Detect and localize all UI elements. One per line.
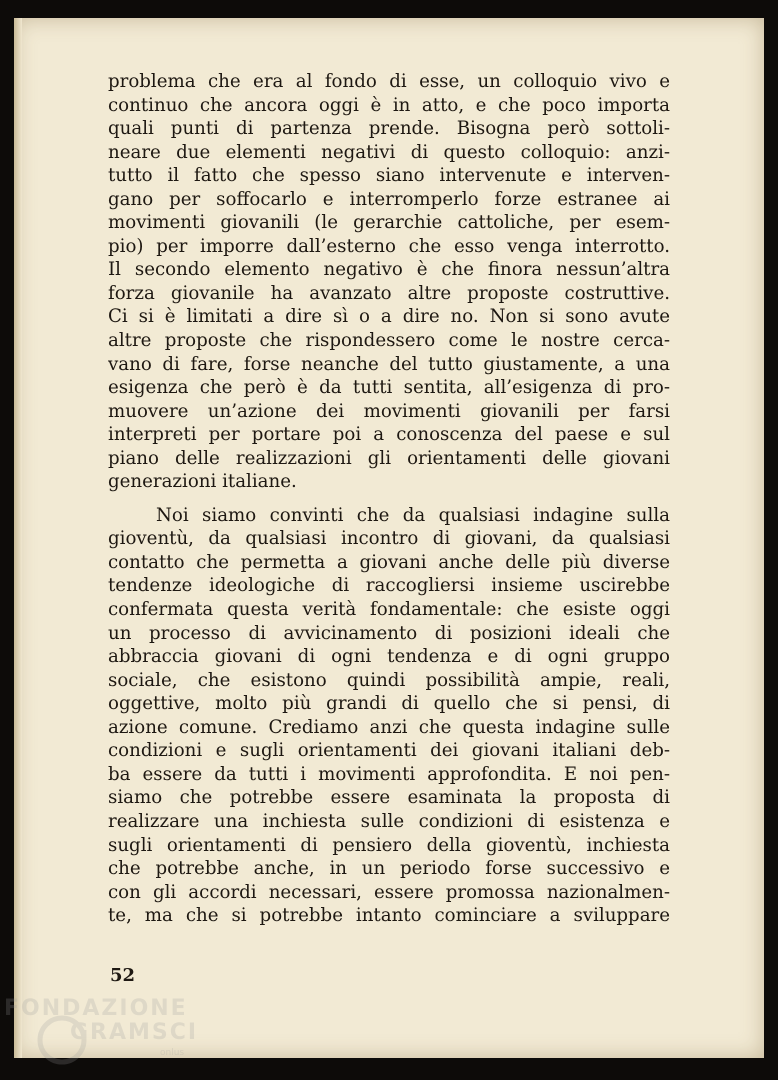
page-number: 52 [110,965,136,986]
text-line: realizzare una inchiesta sulle condizioni di esistenza e [108,810,670,832]
text-line: continuo che ancora oggi è in atto, e che poco importa [108,94,670,116]
text-line: abbraccia giovani di ogni tendenza e di ogni gruppo [108,646,670,668]
text-line: gioventù, da qualsiasi incontro di giovani, da qualsiasi [108,528,670,550]
text-line: esigenza che però è da tutti sentita, all’esigenza di pro- [108,377,670,399]
text-line: ba essere da tutti i movimenti approfondita. E noi pen- [108,763,670,785]
watermark-text-foundation: FONDAZIONE [4,996,188,1021]
text-line: piano delle realizzazioni gli orientamenti delle giovani [108,447,670,469]
text-line: interpreti per portare poi a conoscenza del paese e sul [108,424,670,446]
text-line: tutto il fatto che spesso siano intervenute e interven- [108,165,670,187]
text-line: che potrebbe anche, in un periodo forse successivo e [108,858,670,880]
archive-watermark [4,990,204,1070]
text-line: neare due elementi negativi di questo colloquio: anzi- [108,141,670,163]
text-line: confermata questa verità fondamentale: che esiste oggi [108,599,670,621]
text-line: oggettive, molto più grandi di quello che si pensi, di [108,693,670,715]
text-line: Ci si è limitati a dire sì o a dire no. Non si sono avute [108,306,670,328]
watermark-text-name: GRAMSCI [70,1020,199,1045]
paragraph-spacer [108,494,670,504]
text-line: Noi siamo convinti che da qualsiasi indagine sulla [156,504,670,526]
text-line: siamo che potrebbe essere esaminata la proposta di [108,787,670,809]
paragraph-1 [108,70,670,494]
text-line: contatto che permetta a giovani anche delle più diverse [108,551,670,573]
text-line: azione comune. Crediamo anzi che questa indagine sulle [108,716,670,738]
text-line: gano per soffocarlo e interromperlo forze estranee ai [108,188,670,210]
text-line: altre proposte che rispondessero come le nostre cerca- [108,330,670,352]
paragraph-2 [108,504,670,928]
text-line: vano di fare, forse neanche del tutto giustamente, a una [108,353,670,375]
body-text [108,70,670,928]
text-line: te, ma che si potrebbe intanto cominciare a sviluppare [108,905,670,927]
text-line: quali punti di partenza prende. Bisogna però sottoli- [108,118,670,140]
text-line: condizioni e sugli orientamenti dei giovani italiani deb- [108,740,670,762]
text-line: con gli accordi necessari, essere promossa nazionalmen- [108,881,670,903]
text-line: sugli orientamenti di pensiero della gioventù, inchiesta [108,834,670,856]
text-line: tendenze ideologiche di raccogliersi insieme uscirebbe [108,575,670,597]
text-line: Il secondo elemento negativo è che finora nessun’altra [108,259,670,281]
text-line: sociale, che esistono quindi possibilità ampie, reali, [108,669,670,691]
text-line: pio) per imporre dall’esterno che esso venga interrotto. [108,235,670,257]
text-line: generazioni italiane. [108,471,297,493]
text-line: muovere un’azione dei movimenti giovanili per farsi [108,400,670,422]
page-binding-edge [14,18,22,1058]
text-line: forza giovanile ha avanzato altre proposte costruttive. [108,282,670,304]
text-line: movimenti giovanili (le gerarchie cattoliche, per esem- [108,212,670,234]
watermark-text-onlus: onlus [160,1048,185,1058]
text-line: un processo di avvicinamento di posizioni ideali che [108,622,670,644]
text-line: problema che era al fondo di esse, un colloquio vivo e [108,71,670,92]
